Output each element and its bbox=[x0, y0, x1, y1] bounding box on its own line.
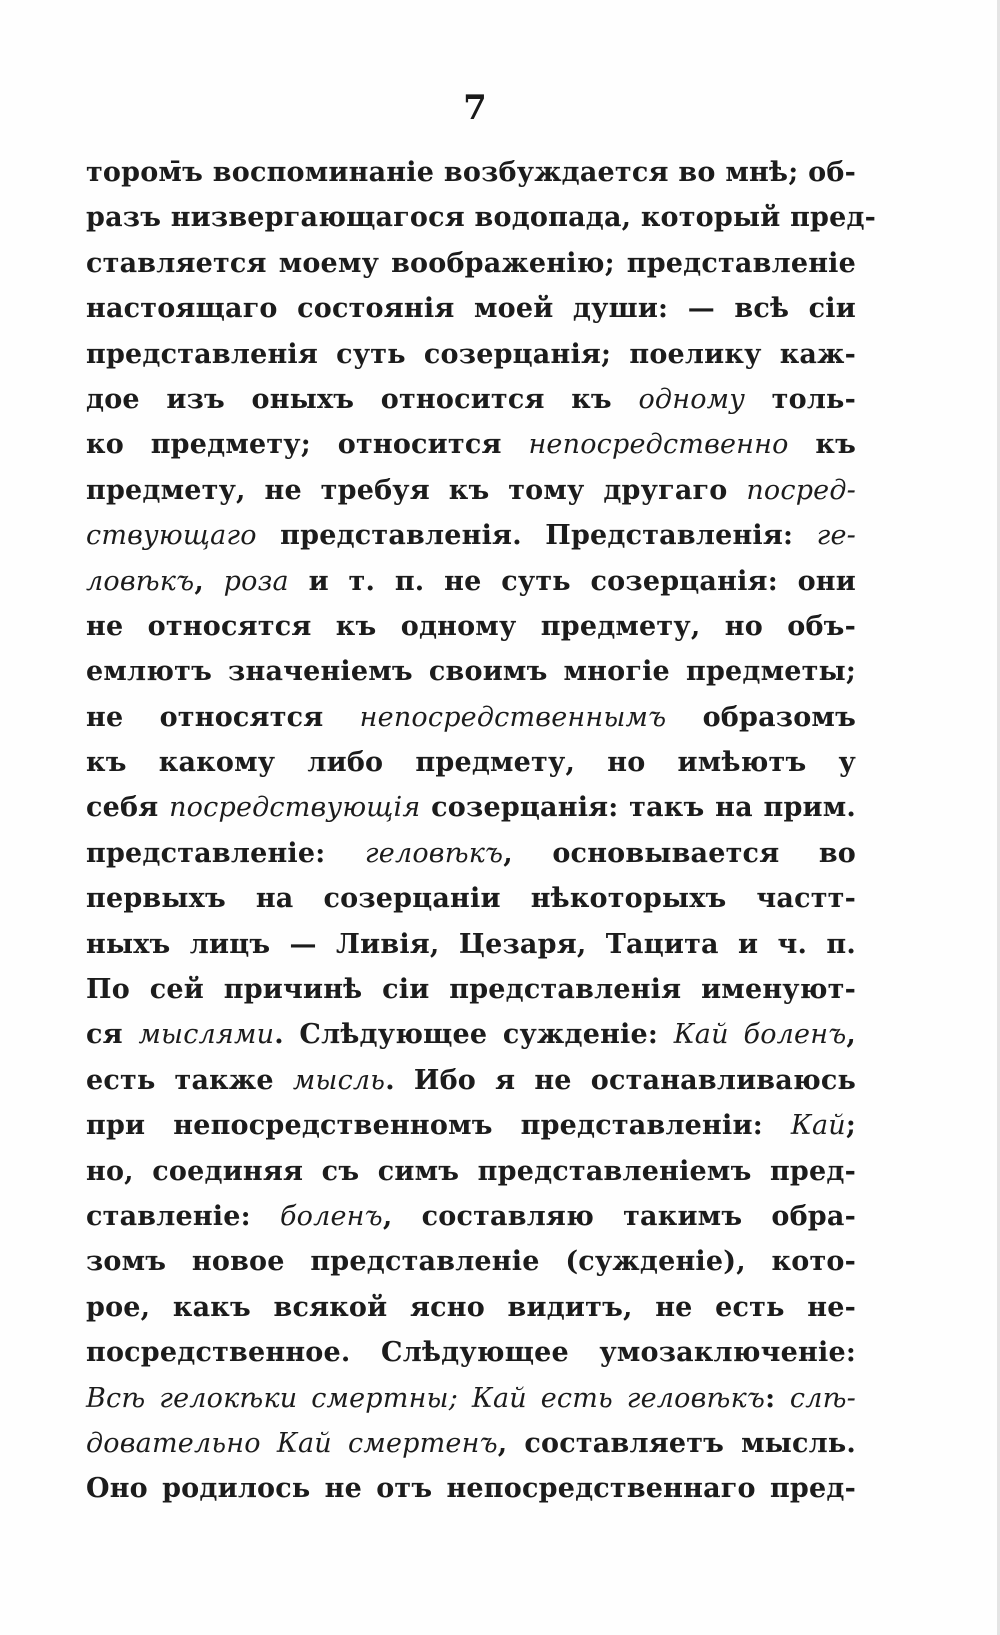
text-line bbox=[86, 876, 856, 921]
text-line bbox=[86, 1421, 856, 1466]
text-segment: но, соединяя съ симъ представленіемъ пред- bbox=[86, 1155, 856, 1187]
text-line bbox=[86, 1285, 856, 1330]
text-line bbox=[86, 1239, 856, 1284]
text-segment: , bbox=[194, 565, 224, 597]
text-line bbox=[86, 422, 856, 467]
text-line bbox=[86, 1376, 856, 1421]
text-segment: ставленіе: bbox=[86, 1200, 280, 1232]
text-segment: дое изъ оныхъ относится къ bbox=[86, 383, 639, 415]
text-segment: зомъ новое представленіе (сужденіе), кото- bbox=[86, 1246, 856, 1278]
text-segment: предмету, не требуя къ тому другаго bbox=[86, 474, 747, 506]
italic-term: Всѣ гелокѣки смертны; Кай есть геловѣкъ bbox=[86, 1382, 766, 1414]
text-segment: къ какому либо предмету, но имѣютъ у bbox=[86, 747, 856, 779]
text-line bbox=[86, 1058, 856, 1103]
text-segment: къ bbox=[788, 429, 857, 461]
text-segment: представленіе: bbox=[86, 837, 365, 869]
italic-term: боленъ bbox=[279, 1200, 383, 1232]
text-line bbox=[86, 559, 856, 604]
text-segment: толь- bbox=[745, 383, 856, 415]
text-segment: при непосредственномъ представленіи: bbox=[86, 1110, 791, 1142]
text-segment: , bbox=[846, 1019, 857, 1051]
text-line bbox=[86, 1149, 856, 1194]
text-segment: не относятся къ одному предмету, но объ- bbox=[86, 610, 856, 642]
text-segment: тором̄ъ воспоминаніе возбуждается во мнѣ; об- bbox=[86, 157, 856, 188]
text-segment: емлютъ значеніемъ своимъ многіе предметы; bbox=[86, 656, 856, 688]
text-segment: образомъ bbox=[666, 701, 856, 733]
text-segment: , составляетъ мысль. bbox=[497, 1427, 856, 1459]
italic-term: слѣ- bbox=[789, 1382, 856, 1414]
text-line bbox=[86, 513, 856, 558]
italic-term: посред- bbox=[746, 474, 856, 506]
text-segment: , составляю такимъ обра- bbox=[382, 1200, 856, 1232]
italic-term: геловѣкъ bbox=[364, 837, 504, 869]
text-line bbox=[86, 1330, 856, 1375]
text-segment: не относятся bbox=[86, 701, 360, 733]
italic-term: Кай боленъ bbox=[673, 1019, 847, 1051]
text-line bbox=[86, 649, 856, 694]
text-line bbox=[86, 1103, 856, 1148]
italic-term: мыслями bbox=[138, 1019, 275, 1051]
text-segment: и т. п. не суть созерцанія: они bbox=[288, 565, 856, 597]
text-line bbox=[86, 785, 856, 830]
italic-term: ствующаго bbox=[86, 520, 257, 552]
italic-term: посредствующія bbox=[169, 792, 421, 824]
text-segment: ставляется моему воображенію; представленіе bbox=[86, 247, 856, 279]
text-line bbox=[86, 195, 877, 240]
italic-term: ге- bbox=[816, 520, 856, 552]
text-line bbox=[86, 922, 856, 967]
text-segment: , основывается во bbox=[503, 837, 856, 869]
text-segment: представленія. Представленія: bbox=[256, 520, 817, 552]
text-line bbox=[86, 377, 856, 422]
text-segment: созерцанія: такъ на прим. bbox=[420, 792, 857, 824]
text-segment: ныхъ лицъ — Ливія, Цезаря, Тацита и ч. п. bbox=[86, 928, 856, 960]
text-segment: представленія суть созерцанія; поелику каж- bbox=[86, 338, 856, 370]
text-segment: ся bbox=[86, 1019, 139, 1051]
text-line bbox=[86, 1012, 856, 1057]
italic-term: роза bbox=[223, 565, 289, 597]
body-text bbox=[86, 150, 877, 1512]
italic-term: мысль bbox=[292, 1064, 386, 1096]
italic-term: ловѣкъ bbox=[86, 565, 195, 597]
text-line bbox=[86, 150, 856, 195]
text-line bbox=[86, 468, 856, 513]
text-line bbox=[86, 286, 856, 331]
text-line bbox=[86, 332, 856, 377]
text-segment: Оно родилось не отъ непосредственнаго пред- bbox=[86, 1473, 856, 1505]
text-line bbox=[86, 1194, 856, 1239]
text-segment: . Ибо я не останавливаюсь bbox=[385, 1064, 857, 1096]
text-line bbox=[86, 604, 856, 649]
text-segment: . Слѣдующее сужденіе: bbox=[274, 1019, 674, 1051]
text-segment: настоящаго состоянія моей души: — всѣ сіи bbox=[86, 293, 856, 325]
italic-term: непосредственно bbox=[528, 429, 789, 461]
italic-term: довательно Кай смертенъ bbox=[86, 1427, 498, 1459]
text-segment: : bbox=[765, 1382, 790, 1414]
italic-term: одному bbox=[638, 383, 746, 415]
page-number: 7 bbox=[463, 88, 487, 128]
text-line bbox=[86, 967, 856, 1012]
text-line bbox=[86, 695, 856, 740]
text-segment: По сей причинѣ сіи представленія именуют- bbox=[86, 974, 856, 1006]
text-line bbox=[86, 831, 856, 876]
italic-term: непосредственнымъ bbox=[359, 701, 667, 733]
text-segment: себя bbox=[86, 792, 170, 824]
text-line bbox=[86, 740, 856, 785]
text-segment: посредственное. Слѣдующее умозаключеніе: bbox=[86, 1337, 856, 1369]
text-segment: рое, какъ всякой ясно видитъ, не есть не- bbox=[86, 1291, 856, 1323]
italic-term: Кай bbox=[790, 1110, 846, 1142]
text-line bbox=[86, 1466, 856, 1511]
text-segment: ; bbox=[845, 1110, 856, 1142]
text-line bbox=[86, 241, 856, 286]
text-segment: разъ низвергающагося водопада, который пред- bbox=[86, 202, 877, 234]
text-segment: первыхъ на созерцаніи нѣкоторыхъ частт- bbox=[86, 883, 856, 915]
text-segment: есть также bbox=[86, 1064, 293, 1096]
text-segment: ко предмету; относится bbox=[86, 429, 529, 461]
